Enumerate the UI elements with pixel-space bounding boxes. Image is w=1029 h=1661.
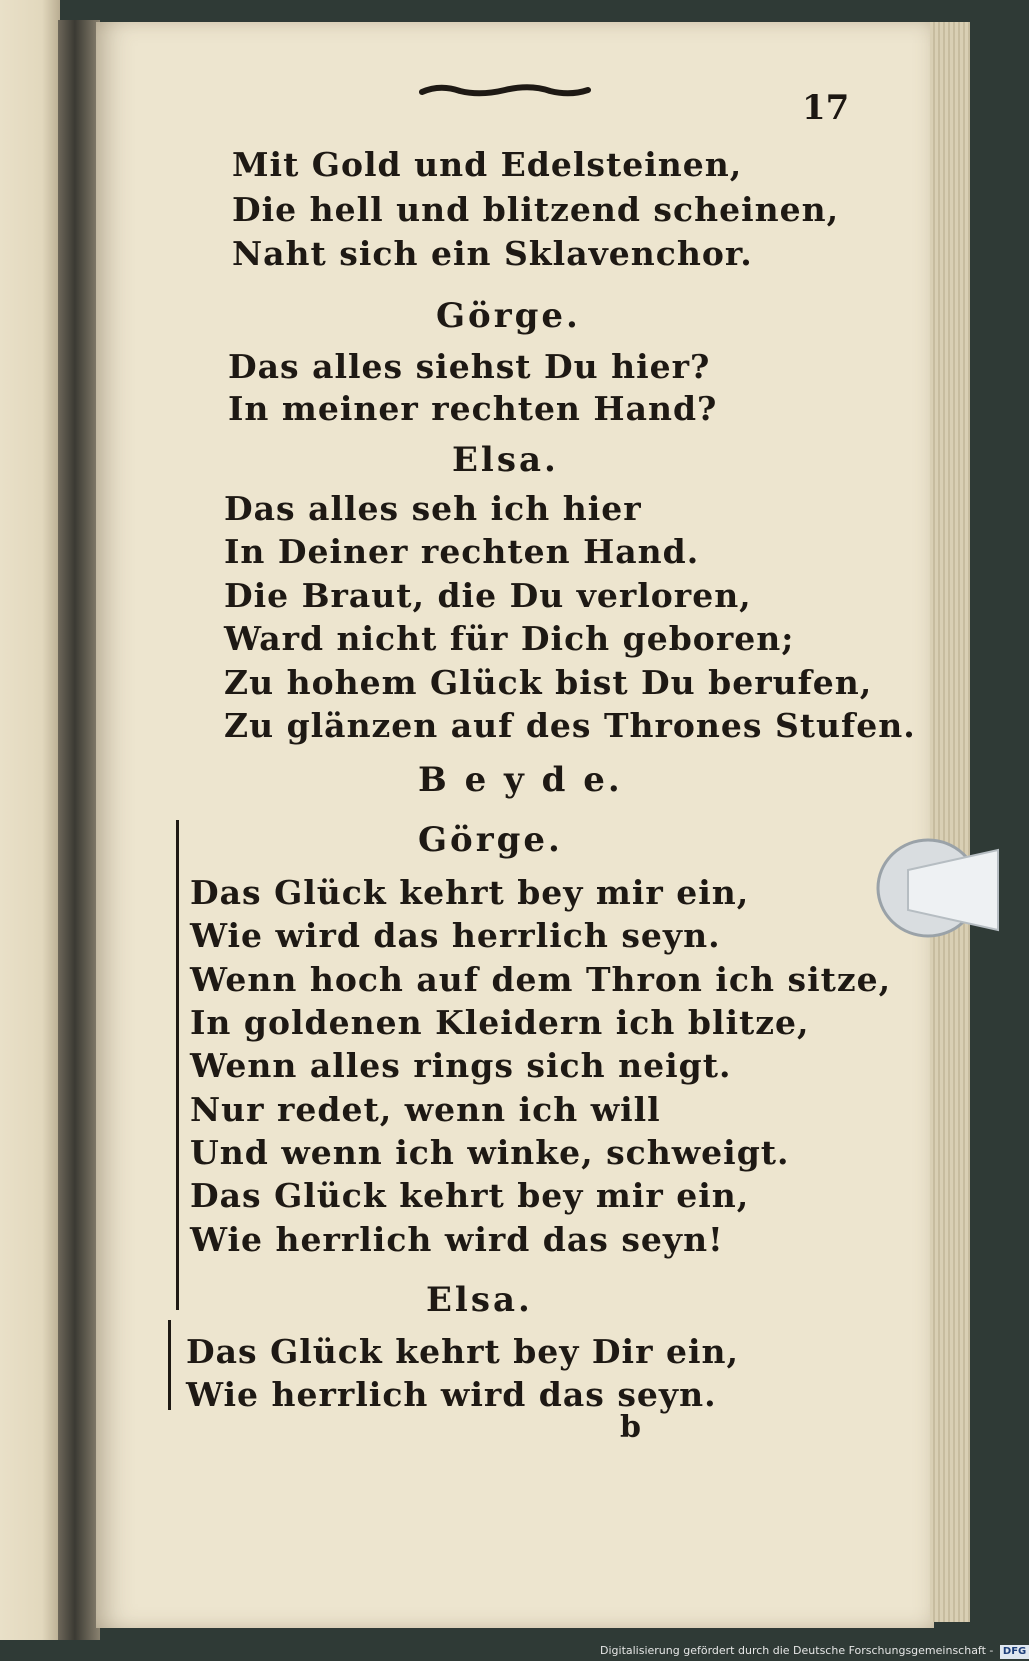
left-facing-page bbox=[0, 0, 60, 1640]
speaker-name: Elsa. bbox=[452, 440, 559, 480]
ornament-rule bbox=[420, 82, 590, 98]
verse-line: Wenn alles rings sich neigt. bbox=[190, 1046, 732, 1085]
catchword: b bbox=[620, 1410, 641, 1445]
verse-line: Das Glück kehrt bey Dir ein, bbox=[186, 1332, 739, 1371]
verse-line: Naht sich ein Sklavenchor. bbox=[232, 234, 753, 273]
verse-line: Die Braut, die Du verloren, bbox=[224, 576, 752, 615]
speaker-name: Elsa. bbox=[426, 1280, 533, 1320]
duet-bracket bbox=[168, 1320, 171, 1410]
verse-line: Zu glänzen auf des Thrones Stufen. bbox=[224, 706, 916, 745]
duet-bracket bbox=[176, 820, 179, 1310]
verse-line: Und wenn ich winke, schweigt. bbox=[190, 1133, 790, 1172]
speaker-name: B e y d e. bbox=[418, 760, 623, 800]
verse-line: Ward nicht für Dich geboren; bbox=[224, 619, 795, 658]
verse-line: Das alles siehst Du hier? bbox=[228, 347, 711, 386]
verse-line: Wie wird das herrlich seyn. bbox=[190, 916, 721, 955]
verse-line: Wie herrlich wird das seyn. bbox=[186, 1375, 717, 1414]
page-number: 17 bbox=[802, 88, 850, 128]
credit-text: Digitalisierung gefördert durch die Deutsche Forschungsgemeinschaft - bbox=[600, 1644, 994, 1657]
dfg-logo: DFG bbox=[1000, 1645, 1029, 1659]
verse-line: In meiner rechten Hand? bbox=[228, 389, 718, 428]
verse-line: Das alles seh ich hier bbox=[224, 489, 642, 528]
verse-line: In Deiner rechten Hand. bbox=[224, 532, 700, 571]
page-clip bbox=[868, 830, 998, 960]
digitization-credit bbox=[600, 1640, 1027, 1661]
page-edges bbox=[930, 22, 970, 1622]
verse-line: Mit Gold und Edelsteinen, bbox=[232, 145, 743, 184]
verse-line: Das Glück kehrt bey mir ein, bbox=[190, 873, 750, 912]
verse-line: Die hell und blitzend scheinen, bbox=[232, 190, 840, 229]
book-gutter bbox=[58, 20, 100, 1640]
verse-line: Nur redet, wenn ich will bbox=[190, 1090, 661, 1129]
verse-line: In goldenen Kleidern ich blitze, bbox=[190, 1003, 810, 1042]
speaker-name: Görge. bbox=[418, 820, 563, 860]
verse-line: Das Glück kehrt bey mir ein, bbox=[190, 1176, 750, 1215]
verse-line: Zu hohem Glück bist Du berufen, bbox=[224, 663, 873, 702]
verse-line: Wenn hoch auf dem Thron ich sitze, bbox=[190, 960, 892, 999]
verse-line: Wie herrlich wird das seyn! bbox=[190, 1220, 724, 1259]
speaker-name: Görge. bbox=[436, 296, 581, 336]
